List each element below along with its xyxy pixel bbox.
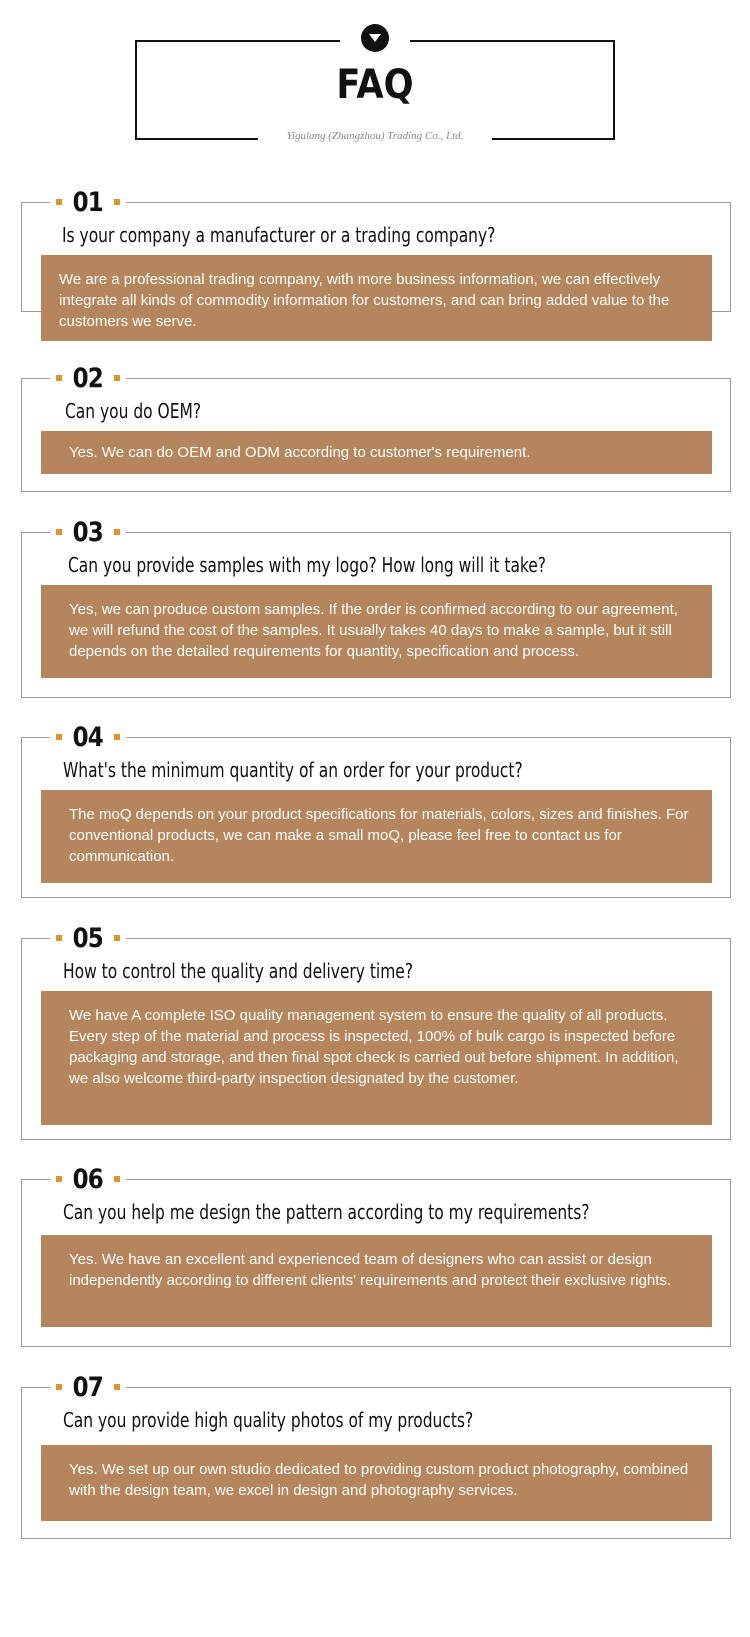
faq-answer [41, 431, 712, 474]
faq-answer [41, 1445, 712, 1521]
faq-number: 06 [50, 1164, 126, 1194]
faq-question: Is your company a manufacturer or a trading company? [62, 223, 496, 247]
faq-answer-text: The moQ depends on your product specifications for materials, colors, sizes and finishes. For conventional products, we can make a small moQ, please feel free to contact us for communication. [69, 806, 689, 865]
faq-number: 03 [50, 517, 126, 547]
faq-number: 05 [50, 923, 126, 953]
faq-answer [41, 585, 712, 678]
dot-icon [56, 935, 62, 941]
faq-answer [41, 991, 712, 1125]
faq-question: Can you help me design the pattern according to my requirements? [63, 1200, 590, 1224]
faq-answer-text: Yes. We can do OEM and ODM according to customer's requirement. [69, 444, 531, 461]
dot-icon [56, 199, 62, 205]
dot-icon [56, 734, 62, 740]
dot-icon [114, 199, 120, 205]
faq-answer-text: Yes, we can produce custom samples. If the order is confirmed according to our agreement, we will refund the cost of the samples. It usually takes 40 days to make a sample, but it still depends on the detailed requirements for quantity, specification and process. [69, 601, 678, 660]
faq-question: What's the minimum quantity of an order for your product? [63, 758, 523, 782]
dot-icon [56, 1384, 62, 1390]
dot-icon [114, 935, 120, 941]
faq-number: 02 [50, 363, 126, 393]
faq-question: Can you provide high quality photos of my products? [63, 1408, 474, 1432]
faq-answer-text: We have A complete ISO quality management system to ensure the quality of all products. Every step of the material and process is inspected, 100% of bulk cargo is inspected before packaging and storage, and then final spot check is carried out before shipment. In addition, we also welcome third-party inspection designated by the customer. [69, 1007, 679, 1087]
dot-icon [114, 1384, 120, 1390]
faq-answer [41, 1235, 712, 1327]
faq-answer [41, 790, 712, 883]
faq-question: Can you provide samples with my logo? How long will it take? [68, 553, 547, 577]
dot-icon [114, 734, 120, 740]
dot-icon [56, 375, 62, 381]
faq-answer [41, 255, 712, 341]
dot-icon [56, 529, 62, 535]
faq-number: 04 [50, 722, 126, 752]
chevron-down-icon [361, 24, 389, 52]
faq-answer-text: We are a professional trading company, with more business information, we can effectively integrate all kinds of commodity information for customers, and can bring added value to the customers we serve. [59, 271, 670, 330]
company-name: Yigulang (Zhangzhou) Trading Co., Ltd. [286, 130, 464, 142]
dot-icon [114, 1176, 120, 1182]
faq-answer-text: Yes. We have an excellent and experienced team of designers who can assist or design independently according to different clients' requirements and protect their exclusive rights. [69, 1251, 672, 1289]
dot-icon [114, 529, 120, 535]
page-title: FAQ [336, 62, 414, 108]
faq-number: 07 [50, 1372, 126, 1402]
dot-icon [114, 375, 120, 381]
faq-question: Can you do OEM? [65, 399, 202, 423]
faq-question: How to control the quality and delivery time? [63, 959, 414, 983]
faq-number: 01 [50, 187, 126, 217]
dot-icon [56, 1176, 62, 1182]
faq-answer-text: Yes. We set up our own studio dedicated to providing custom product photography, combined with the design team, we excel in design and photography services. [69, 1461, 689, 1499]
